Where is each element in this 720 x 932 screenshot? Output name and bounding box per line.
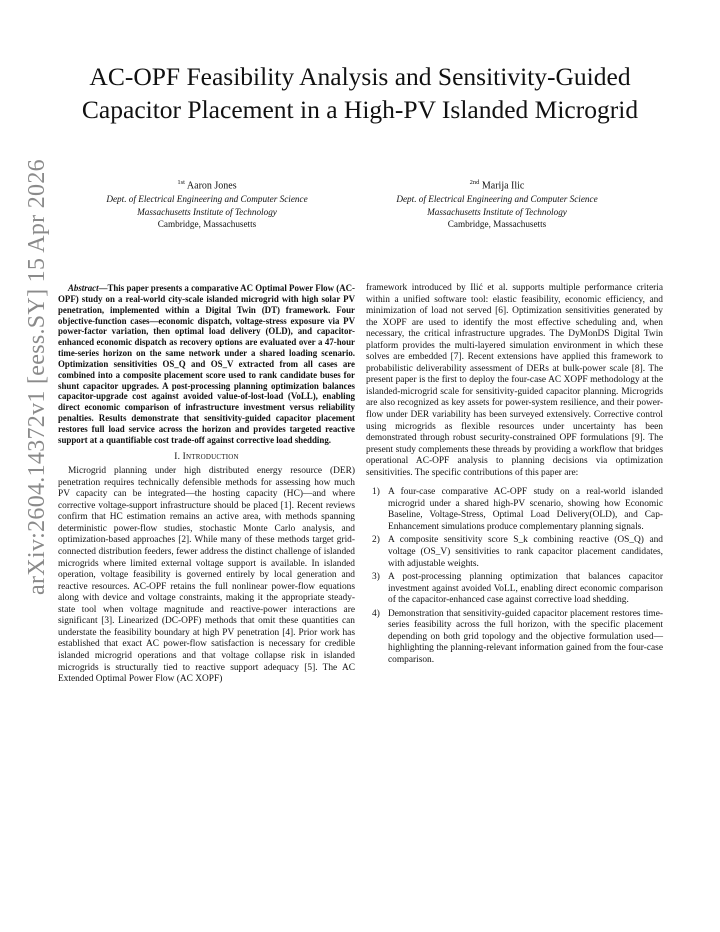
paper-title: AC-OPF Feasibility Analysis and Sensitivity-Guided Capacitor Placement in a High-PV Islanded Microgrid [81,62,639,124]
author-name: $^{1st}$ Aaron Jones [177,179,237,192]
author-institution: Massachusetts Institute of Technology [427,206,567,217]
author-institution: Massachusetts Institute of Technology [137,206,277,217]
author-department: Dept. of Electrical Engineering and Computer Science [396,194,598,205]
intro-paragraph-continued: framework introduced by Ilić et al. supports multiple performance criteria within a unified software tool: elastic feasibility, economic efficiency, and minimization of load not served [6]. Optimization sensitivities generated by the XOPF are used to identify the most effective scheduling and, when necessary, the critical infrastructure upgrades. The DyMonDS Digital Twin platform provides the multi-layered simulation environment in which these solves are embedded [7]. Recent extensions have applied this framework to probabilistic deliverability assessment of DERs at bulk-power scale [8]. The present paper is the first to deploy the four-case AC XOPF methodology at the islanded-microgrid scale for sensitivity-guided capacitor planning. Microgrids are also recognized as key assets for power-system resilience, and their power-flow under DER variability has been surveyed extensively. Corrective control using microgrids as flexible resources under uncertainty has been demonstrated through robust security-constrained OPF formulations [9]. The present study complements these threads by providing a workflow that bridges operational AC-OPF analysis to planning decisions via optimization sensitivities. The specific contributions of this paper are: [366,283,663,478]
list-item: 1) A four-case comparative AC-OPF study on a real-world islanded microgrid under a shared high-PV scenario, showing how Economic Baseline, Voltage-Stress, Optimal Load Delivery(OLD), and Cap-Enhancement simulations produce complementary planning signals. [372,487,663,532]
list-item: 3) A post-processing planning optimization that balances capacitor investment against avoided VoLL, enabling direct economic comparison of the capacitor-enhanced case against corrective load shedding. [372,572,663,606]
abstract-lead: Abstract [68,283,99,293]
abstract [58,283,355,446]
author-ordinal: 2nd [469,179,480,186]
arxiv-identifier-stamp: arXiv:2604.14372v1 [eess.SY] 15 Apr 2026 [24,159,50,595]
list-item: 4) Demonstration that sensitivity-guided capacitor placement restores time-series feasibility across the full horizon, with the specific placement depending on both grid topology and the objective formulation used—highlighting the planning-relevant information gained from the four-case comparison. [372,608,663,665]
author-department: Dept. of Electrical Engineering and Computer Science [106,194,308,205]
author-block-2 [352,176,642,231]
author-name: $^{2nd}$ Marija Ilic [469,179,525,192]
author-ordinal: 1st [177,179,185,186]
left-column [58,283,355,686]
intro-paragraph: Microgrid planning under high distributed energy resource (DER) penetration requires technically defensible methods for assessing how much PV capacity can be integrated—the hosting capacity (HC)—and where corrective voltage-support infrastructure should be placed [1]. Recent reviews confirm that HC estimation remains an active area, with methods spanning deterministic power-flow studies, stochastic Monte Carlo analysis, and optimization-based approaches [2]. While many of these methods target grid-connected distribution feeders, fewer address the distinct challenge of islanded microgrids where limited external voltage support is available. In islanded operation, voltage feasibility is governed entirely by local generation and reactive resources. AC-OPF retains the full nonlinear power-flow equations along with device and voltage constraints, making it the appropriate steady-state tool when voltage magnitude and reactive-power interactions are significant [3]. Linearized (DC-OPF) methods that omit these quantities can understate the feasibility boundary at high PV penetration [4]. Prior work has established that exact AC power-flow satisfaction is necessary for credible islanded microgrid operations and that voltage collapse risk in islanded microgrids is structurally tied to reactive support adequacy [5]. The AC Extended Optimal Power Flow (AC XOPF) [58,466,355,685]
author-location: Cambridge, Massachusetts [447,219,547,230]
list-item: 2) A composite sensitivity score S_k combining reactive (OS_Q) and voltage (OS_V) sensitivities to rank capacitor placement candidates, with adjustable weights. [372,535,663,569]
author-location: Cambridge, Massachusetts [157,219,257,230]
section-heading-introduction: I. Introduction [174,451,239,462]
right-column [366,283,663,669]
contributions-list [366,487,663,666]
author-block-1 [62,176,352,231]
abstract-text: —This paper presents a comparative AC Optimal Power Flow (AC-OPF) study on a real-world city-scale islanded microgrid with high solar PV penetration, implemented within a Digital Twin (DT) framework. Four objective-function cases—economic dispatch, voltage-stress exposure via PV power-factor variation, then optimal load delivery (OLD), and capacitor-enhanced economic dispatch as recovery options are evaluated over a 47-hour time-series horizon on the same network under a shared loading scenario. Optimization sensitivities OS_Q and OS_V extracted from all cases are combined into a composite placement score used to rank candidate buses for shunt capacitor upgrades. A post-processing planning optimization balances capacitor-upgrade cost against avoided value-of-lost-load (VoLL), enabling direct economic comparison of infrastructure investment versus reliability penalties. Results demonstrate that sensitivity-guided capacitor placement restores full load service across the horizon and provides targeted reactive support at a quantifiable cost trade-off against corrective load shedding. [58,283,355,445]
